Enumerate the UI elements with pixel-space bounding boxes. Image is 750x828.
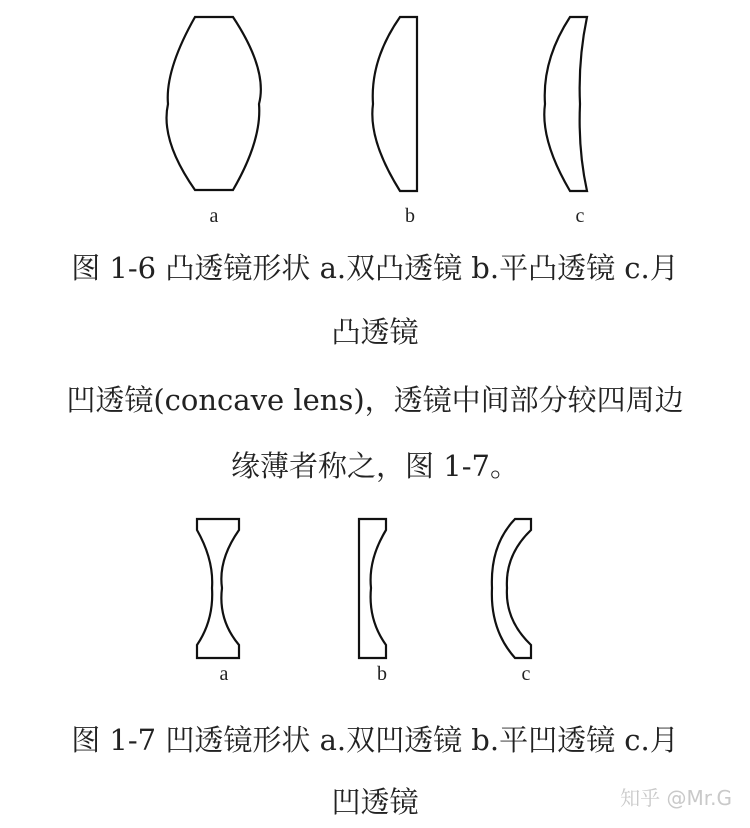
- figure2-label-c: c: [521, 663, 531, 685]
- figure2-label-b: b: [377, 663, 387, 685]
- paragraph-line1: 凹透镜(concave lens)，透镜中间部分较四周边: [66, 383, 684, 417]
- figure2-label-a: a: [219, 663, 229, 685]
- figure1-label-b: b: [405, 205, 415, 227]
- figure1-label-c: c: [575, 205, 585, 227]
- biconvex-lens: [167, 17, 261, 190]
- paragraph-line2: 缘薄者称之，图 1-7。: [231, 449, 519, 483]
- plano-convex-lens: [372, 17, 417, 191]
- figure2-caption-line2: 凹透镜: [331, 785, 419, 819]
- concave-lens-figure: [0, 500, 750, 700]
- meniscus-concave-lens: [492, 519, 531, 658]
- convex-lens-figure: [0, 0, 750, 235]
- watermark: 知乎 @Mr.G: [620, 786, 732, 810]
- figure1-caption-line1: 图 1-6 凸透镜形状 a.双凸透镜 b.平凸透镜 c.月: [71, 251, 679, 285]
- figure1-label-a: a: [209, 205, 219, 227]
- biconcave-lens: [197, 519, 239, 658]
- figure2-caption-line1: 图 1-7 凹透镜形状 a.双凹透镜 b.平凹透镜 c.月: [71, 723, 679, 757]
- meniscus-convex-lens: [544, 17, 587, 191]
- plano-concave-lens: [359, 519, 386, 658]
- figure1-caption-line2: 凸透镜: [331, 315, 419, 349]
